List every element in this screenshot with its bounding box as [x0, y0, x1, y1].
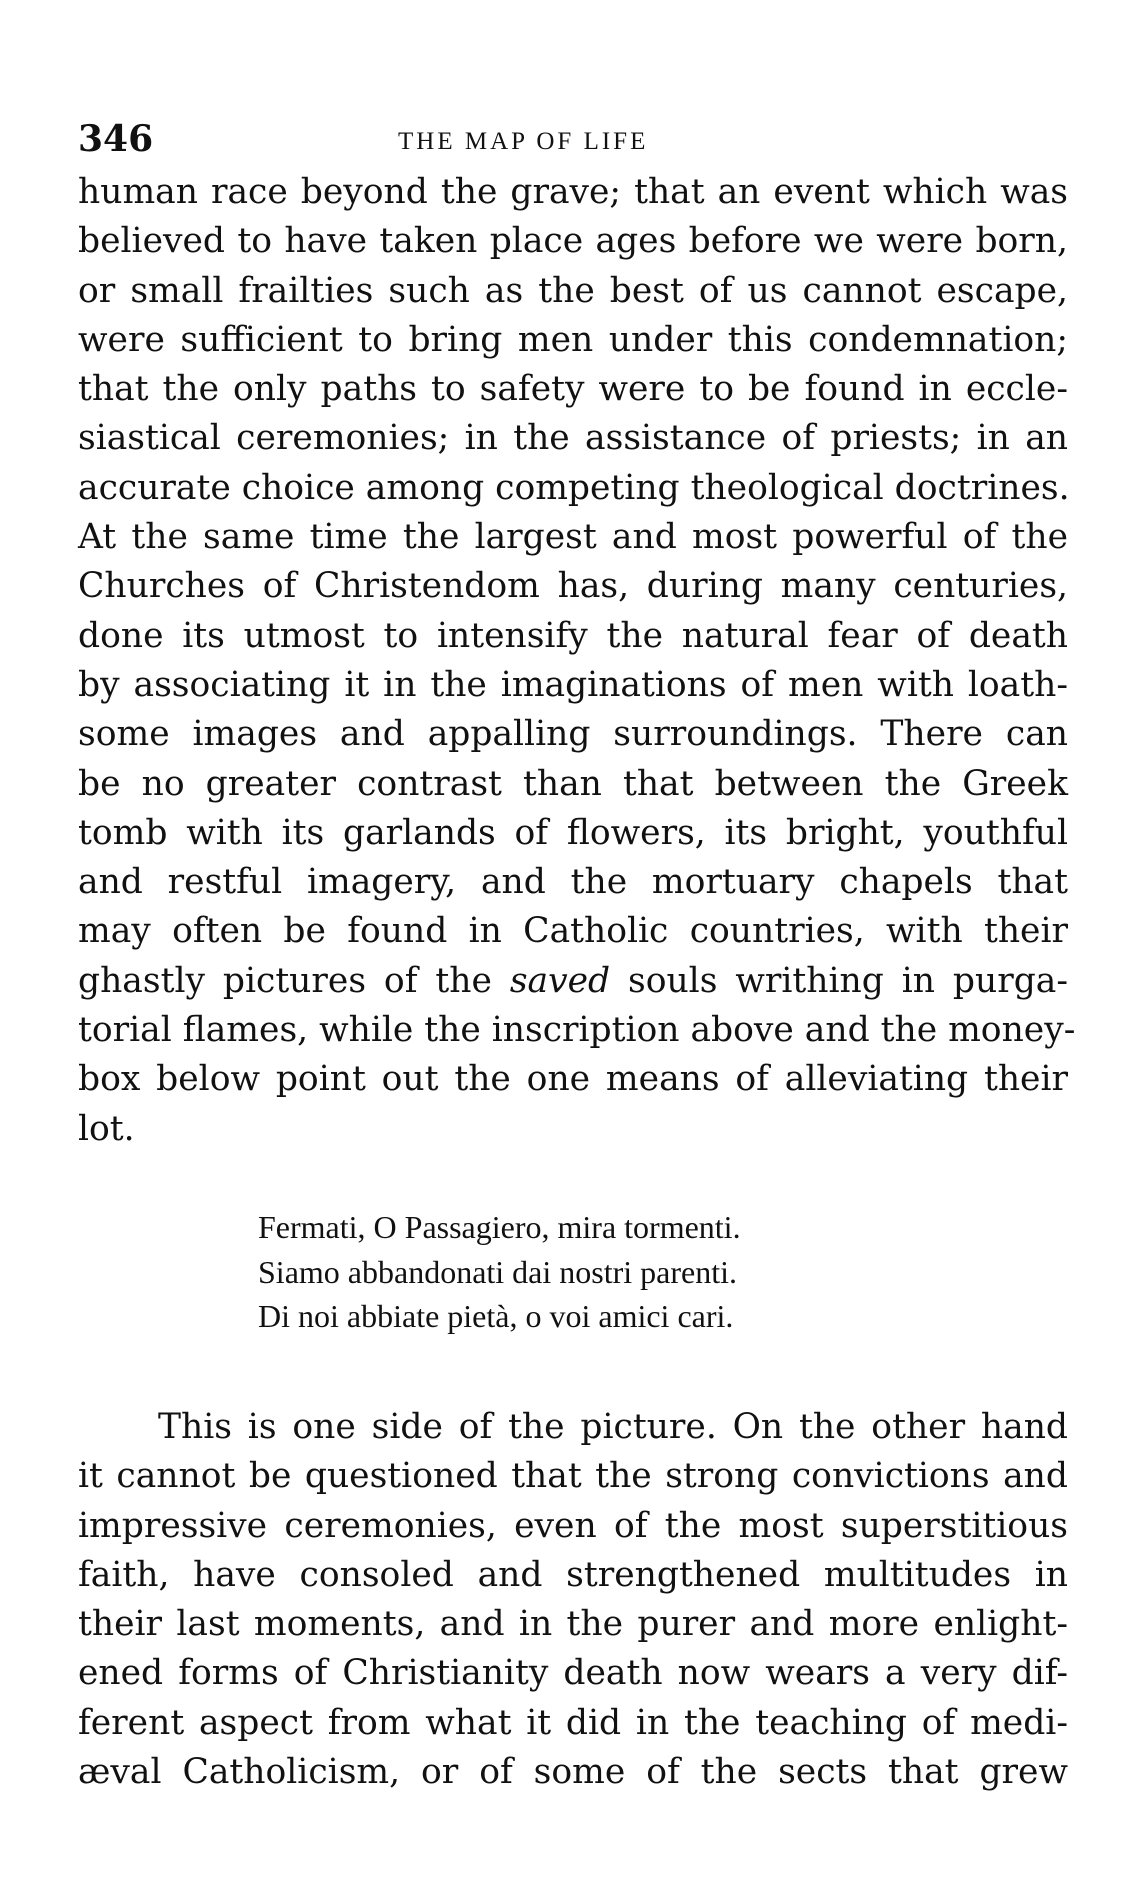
text-line: by associating it in the imaginations of men with loath- [78, 664, 1068, 705]
text-line: This is one side of the picture. On the other hand [158, 1407, 1068, 1447]
paragraph-1 [78, 168, 1076, 1154]
text-line: that the only paths to safety were to be found in eccle- [78, 369, 1068, 410]
text-line: ferent aspect from what it did in the teaching of medi- [78, 1702, 1068, 1743]
text-segment: ghastly pictures of the [78, 960, 510, 1001]
text-line: faith, have consoled and strengthened multitudes in [78, 1554, 1068, 1595]
text-line: human race beyond the grave; that an event which was [78, 172, 1068, 212]
text-line: tomb with its garlands of flowers, its bright, youthful [78, 812, 1068, 853]
text-line: believed to have taken place ages before we were born, [78, 221, 1068, 262]
text-line: At the same time the largest and most powerful of the [78, 517, 1068, 558]
paragraph-2 [78, 1403, 1068, 1797]
text-line: it cannot be questioned that the strong convictions and [78, 1456, 1068, 1497]
text-line: may often be found in Catholic countries, with their [78, 911, 1068, 952]
verse-line: Fermati, O Passagiero, mira tormenti. [258, 1209, 741, 1245]
text-line: were sufficient to bring men under this condemnation; [78, 319, 1068, 360]
page-number: 346 [78, 118, 154, 160]
running-title: THE MAP OF LIFE [398, 128, 649, 155]
text-line-with-italic [78, 957, 1068, 1006]
text-line: Churches of Christendom has, during many centuries, [78, 566, 1068, 607]
verse-line: Di noi abbiate pietà, o voi amici cari. [258, 1298, 734, 1334]
text-line: or small frailties such as the best of us cannot escape, [78, 270, 1068, 311]
text-line: siastical ceremonies; in the assistance of priests; in an [78, 418, 1068, 459]
text-line: impressive ceremonies, even of the most superstitious [78, 1505, 1068, 1546]
text-line: and restful imagery, and the mortuary chapels that [78, 862, 1068, 903]
text-line: some images and appalling surroundings. There can [78, 714, 1068, 755]
text-line: done its utmost to intensify the natural fear of death [78, 615, 1068, 656]
text-line: their last moments, and in the purer and more enlight- [78, 1604, 1068, 1645]
text-line: lot. [78, 1108, 135, 1149]
text-segment: souls writhing in purga- [610, 960, 1069, 1001]
verse-line: Siamo abbandonati dai nostri parenti. [258, 1253, 737, 1290]
text-line: be no greater contrast than that between the Greek [78, 763, 1068, 804]
page-header [78, 118, 1068, 168]
text-line: accurate choice among competing theological doctrines. [78, 467, 1070, 508]
verse-inscription [258, 1205, 741, 1339]
text-line: torial flames, while the inscription above and the money- [78, 1010, 1076, 1051]
italic-word: saved [509, 960, 611, 1001]
text-line: ened forms of Christianity death now wears a very dif- [78, 1653, 1068, 1694]
text-line: box below point out the one means of alleviating their [78, 1059, 1068, 1100]
text-line: æval Catholicism, or of some of the sects that grew [78, 1752, 1068, 1793]
